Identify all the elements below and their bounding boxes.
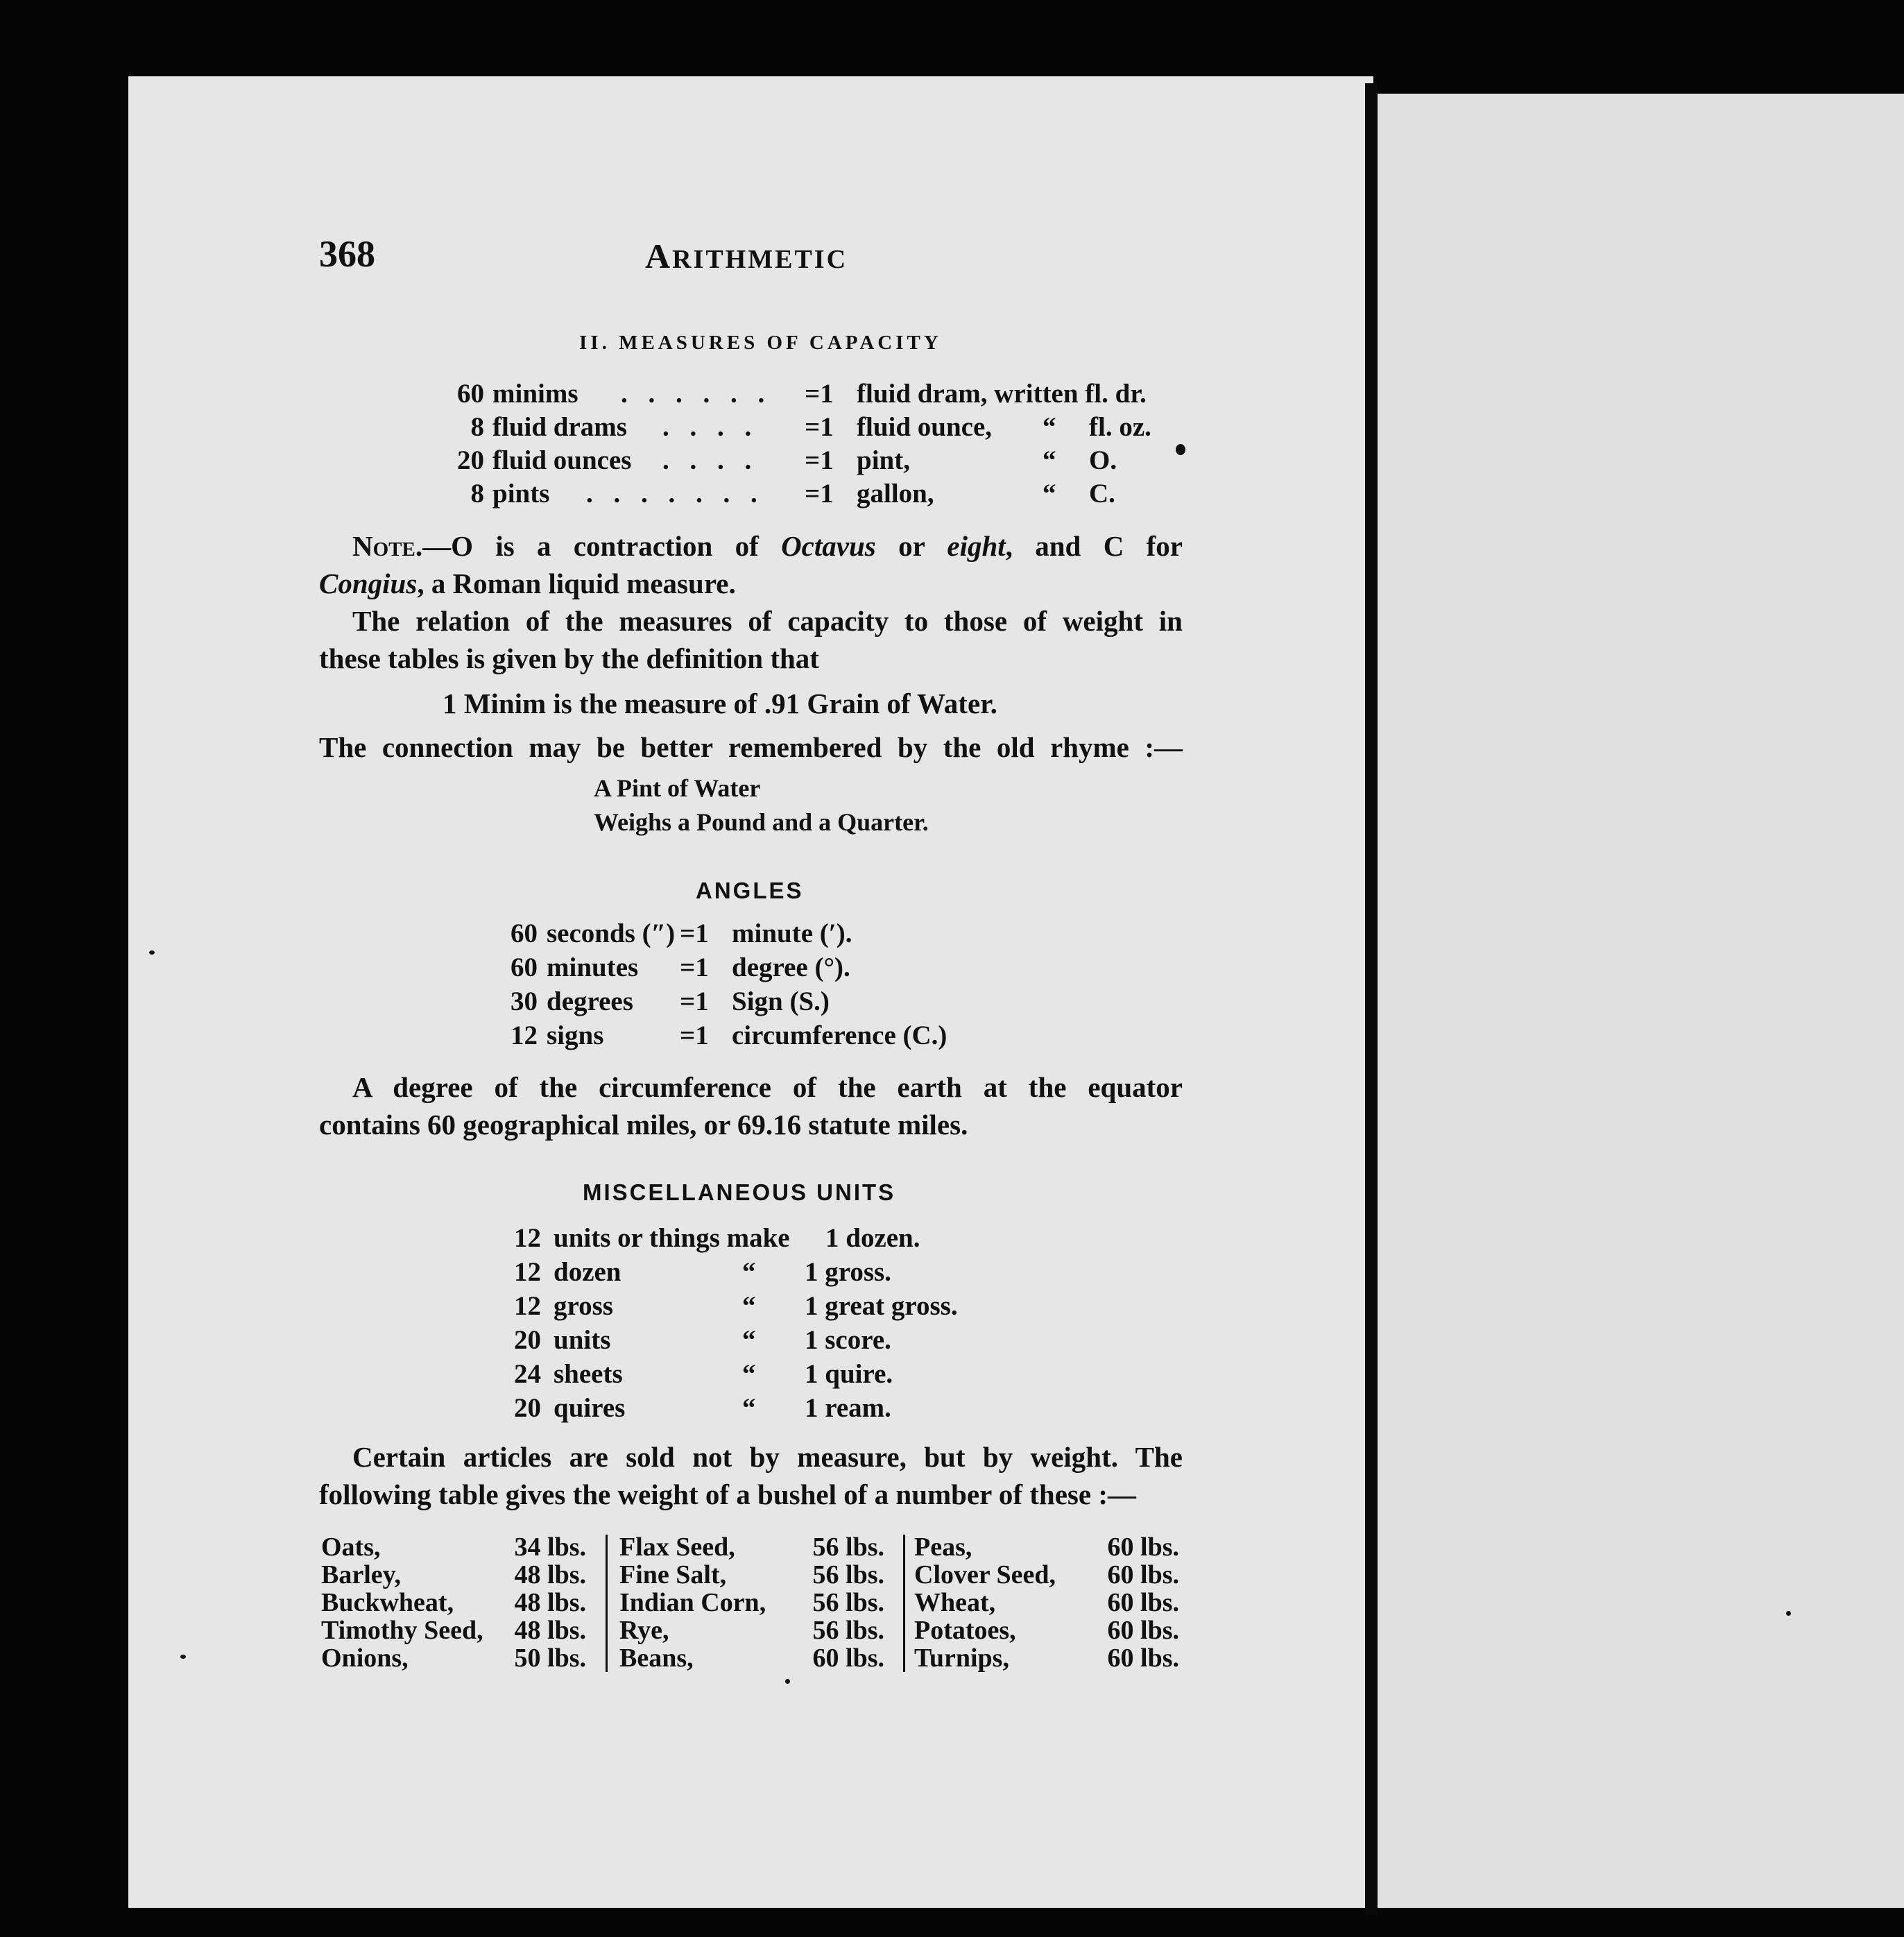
weights-value: 56 lbs. [812, 1588, 884, 1617]
angles-result: degree (°). [732, 953, 850, 982]
page-number: 368 [319, 233, 375, 275]
capacity-leader-dots: . . . . [662, 445, 759, 475]
weights-value: 56 lbs. [812, 1533, 884, 1562]
capacity-unit: minims [492, 379, 578, 409]
scan-speck [180, 1655, 186, 1659]
misc-unit: gross [554, 1291, 613, 1321]
capacity-result: fluid ounce, [857, 412, 993, 442]
weights-item: Beans, [619, 1644, 694, 1673]
capacity-qty: 60 [457, 379, 484, 409]
misc-unit: dozen [554, 1257, 621, 1287]
angles-equals: =1 [680, 987, 709, 1016]
angles-equals: =1 [680, 1021, 709, 1050]
misc-result: 1 ream. [805, 1393, 891, 1423]
angles-number: 30 [511, 987, 538, 1016]
weights-value: 60 lbs. [1107, 1533, 1179, 1562]
capacity-leader-dots: . . . . [662, 412, 759, 442]
capacity-equals: =1 [805, 412, 834, 442]
angles-number: 60 [511, 953, 538, 982]
misc-result: 1 great gross. [805, 1291, 958, 1321]
earth-line-2: contains 60 geographical miles, or 69.16 statute miles. [319, 1109, 968, 1141]
angles-unit: seconds (″) [547, 919, 676, 948]
scan-speck [1176, 444, 1185, 455]
running-head-rest: RITHMETIC [672, 245, 848, 274]
capacity-abbr: O. [1089, 445, 1117, 475]
misc-ditto: “ [742, 1325, 756, 1355]
earth-line-1: A degree of the circumference of the earth at the equator [352, 1071, 1183, 1103]
note-paragraph [319, 527, 1183, 602]
weights-value: 60 lbs. [1107, 1560, 1179, 1589]
capacity-leader-dots: . . . . . . [621, 379, 772, 409]
capacity-heading: II. MEASURES OF CAPACITY [579, 332, 942, 354]
angles-unit: signs [547, 1021, 604, 1050]
running-head-initial: A [645, 237, 673, 275]
weights-item: Timothy Seed, [321, 1616, 483, 1645]
running-head [645, 236, 848, 276]
misc-result: 1 gross. [805, 1257, 891, 1287]
capacity-equals: =1 [805, 379, 834, 409]
weights-value: 34 lbs. [514, 1533, 586, 1562]
relation-paragraph [319, 602, 1183, 677]
angles-result: Sign (S.) [732, 987, 830, 1016]
misc-number: 12 [514, 1291, 541, 1321]
scan-speck [785, 1679, 790, 1684]
misc-result: 1 score. [805, 1325, 891, 1355]
weights-item: Peas, [914, 1533, 972, 1562]
weights-item: Turnips, [914, 1644, 1009, 1673]
capacity-qty: 20 [457, 445, 484, 475]
angles-unit: degrees [547, 987, 633, 1016]
page-gutter [1365, 83, 1378, 1915]
capacity-ditto: “ [1043, 445, 1056, 475]
rhyme-line-1: A Pint of Water [594, 774, 761, 802]
weights-item: Clover Seed, [914, 1560, 1056, 1589]
angles-heading: ANGLES [696, 878, 804, 903]
weights-item: Fine Salt, [619, 1560, 727, 1589]
column-divider-2 [903, 1535, 905, 1672]
capacity-abbr: fl. oz. [1089, 412, 1151, 442]
misc-result: 1 dozen. [825, 1223, 920, 1253]
misc-unit: sheets [554, 1359, 623, 1389]
misc-number: 24 [514, 1359, 541, 1389]
misc-result: 1 quire. [805, 1359, 893, 1389]
weights-item: Oats, [321, 1533, 381, 1562]
weights-item: Indian Corn, [619, 1588, 766, 1617]
angles-result: minute (′). [732, 919, 852, 948]
capacity-leader-dots: . . . . . . . [586, 479, 764, 509]
capacity-result: pint, [857, 445, 910, 475]
weights-value: 60 lbs. [1107, 1588, 1179, 1617]
misc-unit: units [554, 1325, 611, 1355]
misc-number: 20 [514, 1325, 541, 1355]
misc-ditto: “ [742, 1257, 756, 1287]
capacity-equals: =1 [805, 479, 834, 509]
weights-value: 48 lbs. [514, 1588, 586, 1617]
misc-unit: units or things make [554, 1223, 790, 1253]
angles-result: circumference (C.) [732, 1021, 947, 1050]
angles-number: 60 [511, 919, 538, 948]
weights-value: 56 lbs. [812, 1616, 884, 1645]
note-line-1: —O is a contraction of Octavus or eight, and C for [422, 530, 1183, 562]
weights-item: Rye, [619, 1616, 669, 1645]
weights-item: Buckwheat, [321, 1588, 454, 1617]
scan-speck [149, 950, 155, 955]
capacity-unit: fluid ounces [492, 445, 632, 475]
capacity-result: fluid dram, written fl. dr. [857, 379, 1147, 409]
relation-line-1: The relation of the measures of capacity to those of weight in [352, 605, 1183, 637]
weights-intro-line-2: following table gives the weight of a bushel of a number of these :— [319, 1478, 1136, 1510]
column-divider-1 [606, 1535, 608, 1672]
weights-intro [319, 1438, 1183, 1513]
earth-paragraph [319, 1068, 1183, 1143]
weights-item: Potatoes, [914, 1616, 1016, 1645]
weights-value: 48 lbs. [514, 1560, 586, 1589]
weights-value: 60 lbs. [1107, 1644, 1179, 1673]
weights-item: Onions, [321, 1644, 409, 1673]
weights-value: 48 lbs. [514, 1616, 586, 1645]
rhyme-line-2: Weighs a Pound and a Quarter. [594, 808, 929, 836]
weights-item: Flax Seed, [619, 1533, 735, 1562]
capacity-unit: fluid drams [492, 412, 627, 442]
capacity-qty: 8 [470, 412, 484, 442]
relation-line-2: these tables is given by the definition that [319, 642, 819, 674]
weights-item: Wheat, [914, 1588, 996, 1617]
capacity-ditto: “ [1043, 479, 1056, 509]
relation-line-3: The connection may be better remembered by the old rhyme :— [319, 731, 1183, 763]
misc-number: 12 [514, 1257, 541, 1287]
capacity-result: gallon, [857, 479, 934, 509]
misc-heading: MISCELLANEOUS UNITS [583, 1179, 896, 1205]
angles-number: 12 [511, 1021, 538, 1050]
angles-unit: minutes [547, 953, 639, 982]
misc-ditto: “ [742, 1291, 756, 1321]
capacity-equals: =1 [805, 445, 834, 475]
angles-equals: =1 [680, 919, 709, 948]
capacity-abbr: C. [1089, 479, 1115, 509]
rhyme-intro [319, 728, 1183, 766]
weights-intro-line-1: Certain articles are sold not by measure, but by weight. The [352, 1441, 1183, 1473]
angles-equals: =1 [680, 953, 709, 982]
misc-ditto: “ [742, 1393, 756, 1423]
note-line-2: Congius, a Roman liquid measure. [319, 568, 736, 599]
note-label: Note. [352, 530, 423, 562]
misc-ditto: “ [742, 1359, 756, 1389]
capacity-ditto: “ [1043, 412, 1056, 442]
definition-line: 1 Minim is the measure of .91 Grain of Water. [443, 688, 997, 719]
capacity-unit: pints [492, 479, 550, 509]
scan-speck [1786, 1611, 1791, 1616]
misc-unit: quires [554, 1393, 626, 1423]
misc-number: 12 [514, 1223, 541, 1253]
weights-value: 60 lbs. [812, 1644, 884, 1673]
weights-value: 56 lbs. [812, 1560, 884, 1589]
right-page-blank [1377, 94, 1904, 1908]
weights-value: 50 lbs. [514, 1644, 586, 1673]
weights-value: 60 lbs. [1107, 1616, 1179, 1645]
weights-item: Barley, [321, 1560, 402, 1589]
capacity-qty: 8 [470, 479, 484, 509]
misc-number: 20 [514, 1393, 541, 1423]
